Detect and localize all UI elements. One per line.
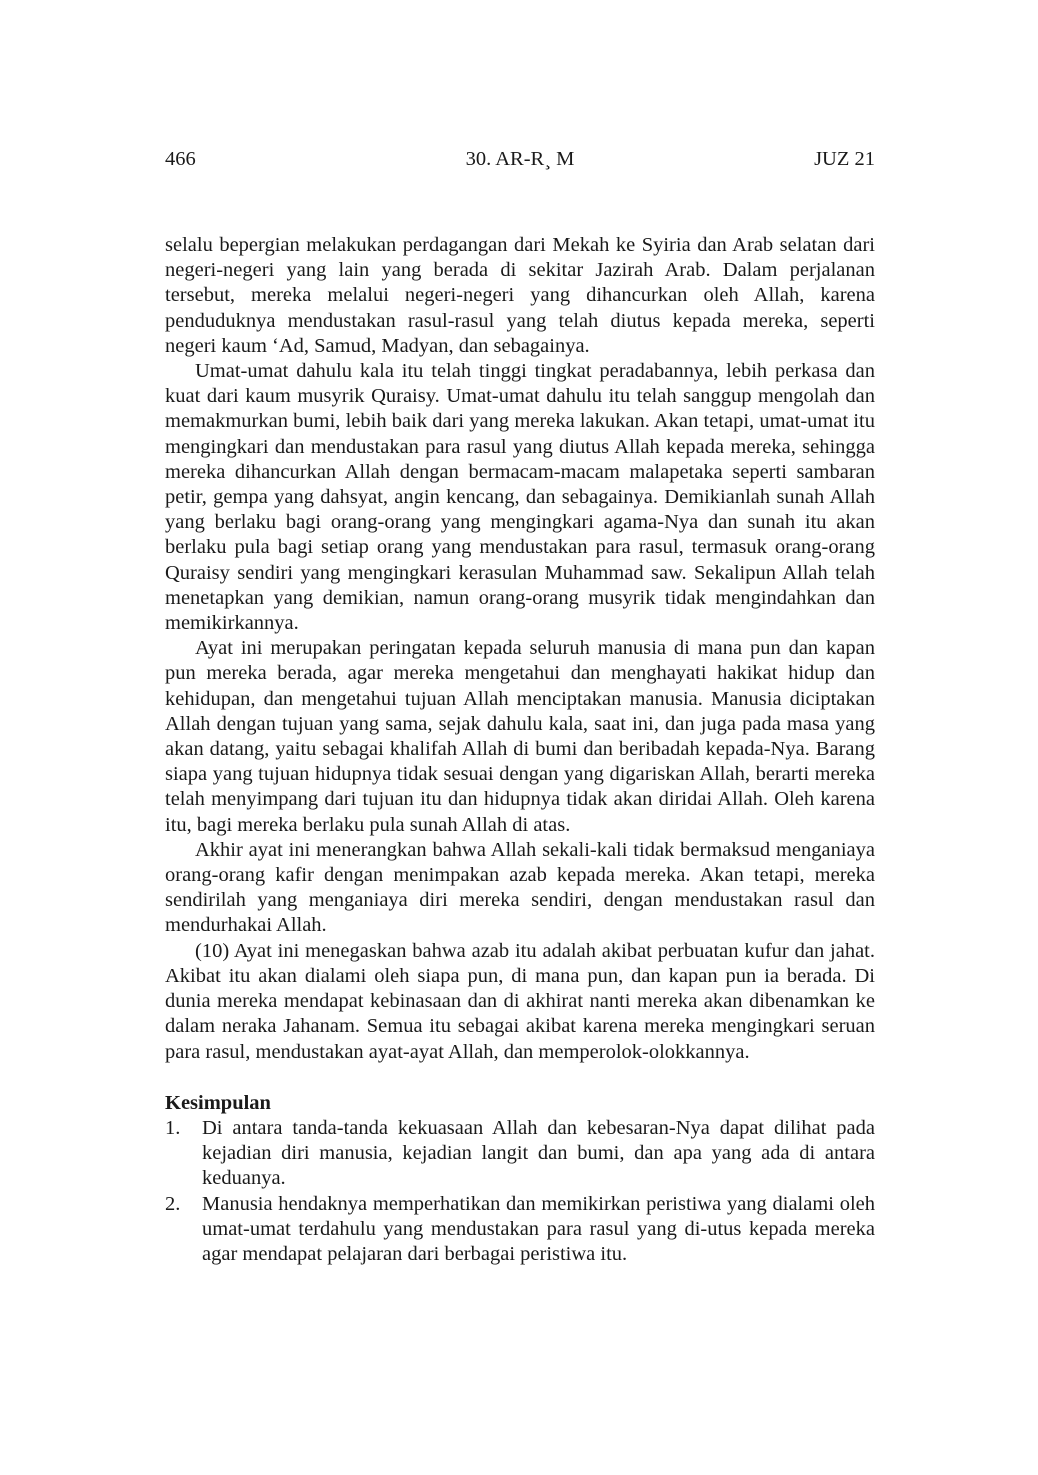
list-item-text: Manusia hendaknya memperhatikan dan memikirkan peristiwa yang dialami oleh umat-umat terdahulu yang mendustakan para rasul yang di-utus kepada mereka agar mendapat pelajaran dari berbagai peristiwa itu. [202,1192,875,1265]
page-number: 466 [165,148,196,170]
paragraph-3: Ayat ini merupakan peringatan kepada seluruh manusia di mana pun dan kapan pun mereka berada, agar mereka mengetahui dan menghayati hakikat hidup dan kehidupan, dan mengetahui tujuan Allah menciptakan manusia. Manusia diciptakan Allah dengan tujuan yang sama, sejak dahulu kala, saat ini, dan juga pada masa yang akan datang, yaitu sebagai khalifah Allah di bumi dan beribadah kepada-Nya. Barang siapa yang tujuan hidupnya tidak sesuai dengan yang digariskan Allah, berarti mereka telah menyimpang dari tujuan itu dan hidupnya tidak akan diridai Allah. Oleh karena itu, bagi mereka berlaku pula sunah Allah di atas. [165,637,875,836]
paragraph-1: selalu bepergian melakukan perdagangan dari Mekah ke Syiria dan Arab selatan dari negeri-negeri yang lain yang berada di sekitar Jazirah Arab. Dalam perjalanan tersebut, mereka melalui negeri-negeri yang dihancurkan oleh Allah, karena penduduknya mendustakan rasul-rasul yang telah diutus kepada mereka, seperti negeri kaum ‘Ad, Samud, Madyan, dan sebagainya. [165,234,875,357]
list-item-number: 2. [165,1192,181,1215]
paragraph-2: Umat-umat dahulu kala itu telah tinggi tingkat peradabannya, lebih perkasa dan kuat dari kaum musyrik Quraisy. Umat-umat dahulu itu telah sanggup mengolah dan memakmurkan bumi, lebih baik dari yang mereka lakukan. Akan tetapi, umat-umat itu mengingkari dan mendustakan para rasul yang diutus Allah kepada mereka, sehingga mereka dihancurkan Allah dengan bermacam-macam malapetaka seperti sambaran petir, gempa yang dahsyat, angin kencang, dan sebagainya. Demikianlah sunah Allah yang berlaku bagi orang-orang yang mengingkari agama-Nya dan sunah itu akan berlaku pula bagi setiap orang yang mendustakan para rasul, termasuk orang-orang Quraisy sendiri yang mengingkari kerasulan Muhammad saw. Sekalipun Allah telah menetapkan yang demikian, namun orang-orang musyrik tidak mengindahkan dan memikirkannya. [165,360,875,635]
section-heading: Kesimpulan [165,1091,271,1114]
juz-label: JUZ 21 [814,148,875,170]
page-header [165,145,875,173]
list-item [165,1116,875,1192]
paragraph-4: Akhir ayat ini menerangkan bahwa Allah sekali-kali tidak bermaksud menganiaya orang-orang kafir dengan menimpakan azab kepada mereka. Akan tetapi, mereka sendirilah yang menganiaya diri mereka sendiri, dengan mendustakan rasul dan mendurhakai Allah. [165,838,875,937]
paragraph-5: (10) Ayat ini menegaskan bahwa azab itu adalah akibat perbuatan kufur dan jahat. Akibat itu akan dialami oleh siapa pun, di mana pun, dan kapan pun ia berada. Di dunia mereka mendapat kebinasaan dan di akhirat nanti mereka akan dibenamkan ke dalam neraka Jahanam. Semua itu sebagai akibat karena mereka mengingkari seruan para rasul, mendustakan ayat-ayat Allah, dan memperolok-olokkannya. [165,939,875,1063]
page-body [165,233,875,1267]
surah-title: 30. AR-R¸ M [465,148,575,170]
conclusion-list [165,1116,875,1267]
list-item-text: Di antara tanda-tanda kekuasaan Allah dan kebesaran-Nya dapat dilihat pada kejadian diri manusia, kejadian langit dan bumi, dan apa yang ada di antara keduanya. [202,1116,875,1190]
list-item [165,1192,875,1268]
list-item-number: 1. [165,1116,181,1139]
